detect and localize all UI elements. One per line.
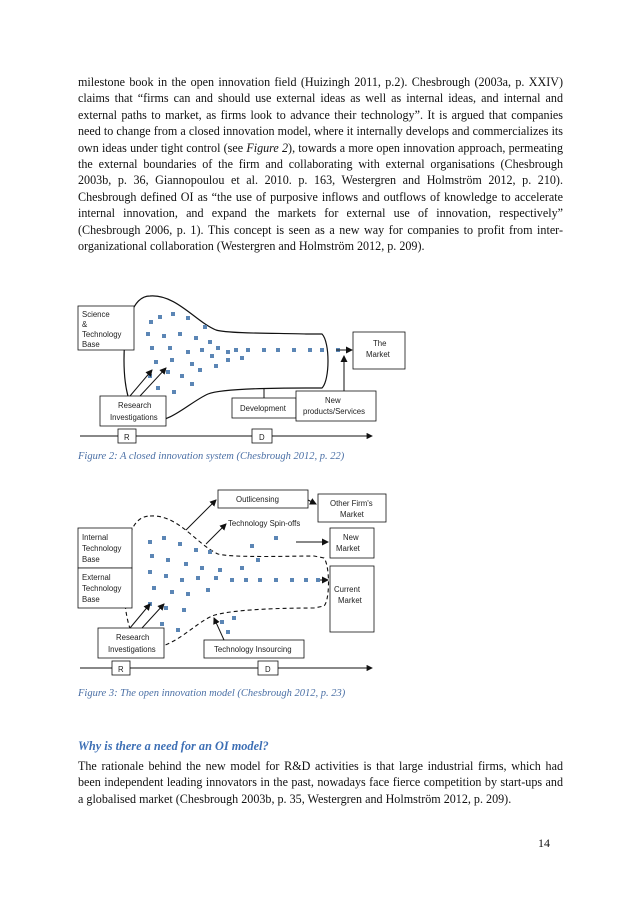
internal-line-3: Base [82,555,100,564]
science-line-1: Science [82,310,110,319]
body-paragraph-1 [78,74,563,254]
figure-3-caption: Figure 3: The open innovation model (Chesbrough 2012, p. 23) [78,688,346,699]
figure-2-caption: Figure 2: A closed innovation system (Chesbrough 2012, p. 22) [78,451,345,462]
body-paragraph-2: The rationale behind the new model for R&D activities is that large industrial firms, which had been independent leading innovators in the past, nowadays face fierce competition by start-ups and a globalised market (Chesbrough 2003b, p. 35, Westergren and Holmström 2012, p. 209). [78,759,563,806]
other-firms-line-1: Other Firm's [330,499,373,508]
arrow-to-spinoffs [206,524,226,544]
axis-r-label-open: R [118,665,124,674]
research-open-line-2: Investigations [108,645,156,654]
market-line-1: The [373,339,387,348]
research-line-1: Research [118,401,152,410]
figure-2-reference: Figure 2 [246,140,289,155]
market-line-2: Market [366,350,390,359]
figure-2-diagram [0,290,638,450]
new-products-line-1: New [325,396,341,405]
knowledge-dots [146,312,340,394]
internal-line-1: Internal [82,533,109,542]
research-line-2: Investigations [110,413,158,422]
science-line-3: Technology [82,330,122,339]
insourcing-label: Technology Insourcing [214,645,292,654]
axis-r-label: R [124,433,130,442]
science-line-4: Base [82,340,100,349]
open-knowledge-dots [148,536,320,634]
arrow-to-outlicensing [186,500,216,530]
arrow-research-up-1 [130,370,152,396]
new-market-line-2: Market [336,544,360,553]
axis-d-label: D [259,433,265,442]
external-line-2: Technology [82,584,122,593]
section-heading: Why is there a need for an OI model? [78,739,269,753]
axis-d-label-open: D [265,665,271,674]
paragraph-1-part-2: ), towards a more open innovation approach, permeating the external boundaries of the firm and collaborating with external organisations (Chesbrough 2003b, p. 36, Giannopoulou et al. 2010. p. 163, Westergren and Holmström 2012, p. 210). Chesbrough defined OI as “the use of purposive inflows and outflows of knowledge to accelerate internal innovation, and expand the markets for external use of innovation, respectively” (Chesbrough 2006, p. 1). This concept is seen as a new way for companies to profit from inter-organizational collaboration (Westergren and Holmström 2012, p. 209). [78,140,563,254]
development-label: Development [240,404,286,413]
new-market-line-1: New [343,533,359,542]
figure-3-diagram [0,482,638,682]
external-line-1: External [82,573,111,582]
current-market-line-2: Market [338,596,362,605]
arrow-outlicensing-to-other [308,500,316,504]
new-products-line-2: products/Services [303,407,365,416]
external-line-3: Base [82,595,100,604]
current-market-line-1: Current [334,585,360,594]
paragraph-1-part-1: milestone book in the open innovation field (Huizingh 2011, p.2). Chesbrough (2003a, p. XXIV) claims that “firms can and should use external ideas as well as internal ideas, and internal and external paths to market, as firms look to advance their technology”. It is argued that companies need to change from a closed innovation model, where it internally develops and commercializes its own ideas under tight control (see [78,75,563,155]
science-line-2: & [82,320,88,329]
spinoffs-label: Technology Spin-offs [228,519,301,528]
arrow-research-open-1 [130,604,150,628]
page-number: 14 [538,836,550,850]
research-open-line-1: Research [116,633,150,642]
internal-line-2: Technology [82,544,122,553]
outlicensing-label: Outlicensing [236,495,279,504]
arrow-research-up-2 [140,368,166,396]
other-firms-line-2: Market [340,510,364,519]
